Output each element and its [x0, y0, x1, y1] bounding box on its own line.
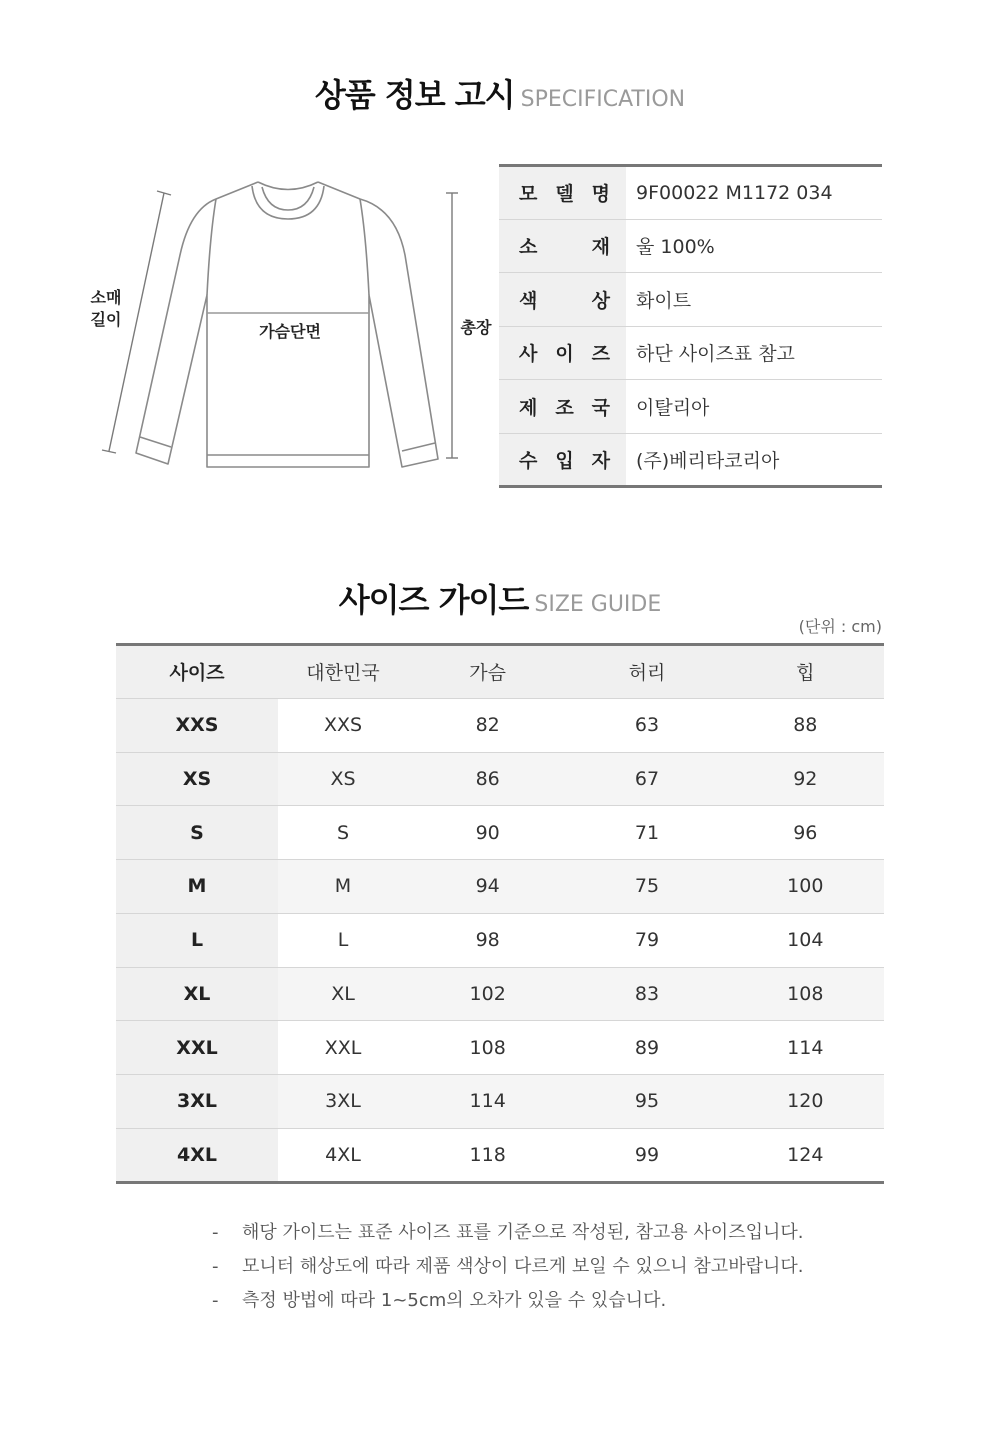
spec-title-en: SPECIFICATION [520, 87, 686, 112]
sleeve-label-line1: 소매 [90, 288, 122, 307]
spec-row [499, 380, 882, 434]
spec-row [499, 433, 882, 487]
size-header-cell: 대한민국 [278, 645, 408, 699]
size-value-cell: XXS [278, 698, 408, 752]
note-text: 모니터 해상도에 따라 제품 색상이 다르게 보일 수 있으니 참고바랍니다. [242, 1256, 804, 1277]
note-text: 해당 가이드는 표준 사이즈 표를 기준으로 작성된, 참고용 사이즈입니다. [242, 1222, 804, 1243]
spec-value: (주)베리타코리아 [636, 449, 780, 472]
spec-label [499, 273, 626, 327]
sleeve-length-label [86, 287, 126, 331]
size-value-cell: 79 [567, 913, 726, 967]
size-header-cell: 사이즈 [116, 645, 278, 699]
size-table [116, 643, 884, 1184]
size-value-cell: 86 [408, 752, 567, 806]
size-label-cell: M [116, 860, 278, 914]
size-value-cell: 67 [567, 752, 726, 806]
size-value-cell: 83 [567, 967, 726, 1021]
spec-row [499, 166, 882, 220]
size-value-cell: 124 [787, 1143, 824, 1166]
note-dash: - [212, 1222, 219, 1243]
size-value-cell: L [278, 913, 408, 967]
size-value-cell: 114 [727, 1021, 884, 1075]
spec-label [499, 326, 626, 380]
note-dash: - [212, 1290, 219, 1311]
size-value-cell: 120 [727, 1075, 884, 1129]
garment-diagram [80, 175, 500, 485]
table-row [116, 1021, 884, 1075]
size-label-cell: XXL [116, 1021, 278, 1075]
size-value-cell: XXL [278, 1021, 408, 1075]
size-value-cell: 95 [567, 1075, 726, 1129]
size-header-cell: 허리 [567, 645, 726, 699]
size-label-cell: XXS [116, 698, 278, 752]
size-value-cell: S [278, 806, 408, 860]
spec-value: 화이트 [626, 273, 882, 327]
spec-label [499, 433, 626, 487]
size-value-cell: 104 [727, 913, 884, 967]
table-row [116, 752, 884, 806]
size-value-cell: 102 [408, 967, 567, 1021]
size-title-en: SIZE GUIDE [534, 592, 662, 617]
size-value-cell: 4XL [325, 1143, 361, 1166]
table-row [116, 806, 884, 860]
chest-width-label: 가슴단면 [259, 322, 321, 341]
size-label-cell: S [116, 806, 278, 860]
sleeve-label-line2: 길이 [90, 310, 122, 329]
size-value-cell: 92 [727, 752, 884, 806]
table-row [116, 860, 884, 914]
size-value-cell: 3XL [278, 1075, 408, 1129]
unit-note: (단위 : cm) [798, 617, 882, 636]
spec-row [499, 273, 882, 327]
table-row [116, 1075, 884, 1129]
size-value-cell: 89 [567, 1021, 726, 1075]
spec-value: 울 100% [626, 219, 882, 273]
spec-label-text: 제 조 국 [519, 396, 610, 419]
note-item [212, 1284, 912, 1318]
note-text: 측정 방법에 따라 1~5cm의 오차가 있을 수 있습니다. [242, 1290, 667, 1311]
spec-label [499, 380, 626, 434]
spec-table [499, 164, 882, 488]
table-row [116, 967, 884, 1021]
spec-value: 이탈리아 [626, 380, 882, 434]
spec-title-ko: 상품 정보 고시 [314, 76, 515, 114]
size-value-cell: 100 [727, 860, 884, 914]
size-label-cell: L [116, 913, 278, 967]
spec-row [499, 219, 882, 273]
size-label-cell: XS [116, 752, 278, 806]
size-value-cell: 94 [408, 860, 567, 914]
spec-value: 9F00022 M1172 034 [626, 166, 882, 220]
size-header-cell: 가슴 [408, 645, 567, 699]
spec-label [499, 166, 626, 220]
table-row [116, 698, 884, 752]
spec-row [499, 326, 882, 380]
size-value-cell: 98 [408, 913, 567, 967]
size-value-cell: 75 [567, 860, 726, 914]
spec-label-text: 사 이 즈 [519, 343, 610, 366]
size-value-cell: 118 [469, 1143, 506, 1166]
size-value-cell: 88 [727, 698, 884, 752]
size-value-cell: 82 [408, 698, 567, 752]
spec-label-text: 소 재 [519, 236, 610, 259]
size-header-cell: 힙 [727, 645, 884, 699]
spec-label-text: 수 입 자 [519, 449, 610, 472]
size-value-cell: 90 [408, 806, 567, 860]
size-title-ko: 사이즈 가이드 [338, 581, 529, 619]
size-label-cell: 4XL [116, 1128, 278, 1182]
size-value-cell: 114 [408, 1075, 567, 1129]
table-row [116, 913, 884, 967]
note-item [212, 1250, 912, 1284]
size-value-cell: 71 [567, 806, 726, 860]
size-table-header [116, 645, 884, 699]
size-label-cell: XL [116, 967, 278, 1021]
note-item [212, 1216, 912, 1250]
size-value-cell: 99 [634, 1143, 660, 1166]
spec-label-text: 색 상 [519, 289, 610, 312]
spec-value: 하단 사이즈표 참고 [626, 326, 882, 380]
note-dash: - [212, 1256, 219, 1277]
size-value-cell: 96 [727, 806, 884, 860]
spec-label-text: 모 델 명 [519, 183, 610, 206]
size-value-cell: 108 [727, 967, 884, 1021]
spec-section-title [0, 70, 1000, 116]
size-label-cell: 3XL [116, 1075, 278, 1129]
size-value-cell: M [278, 860, 408, 914]
spec-label [499, 219, 626, 273]
size-value-cell: XS [278, 752, 408, 806]
total-length-label: 총장 [460, 318, 492, 337]
notes-list [212, 1216, 912, 1318]
size-value-cell: XL [278, 967, 408, 1021]
size-value-cell: 108 [408, 1021, 567, 1075]
table-row [116, 1128, 884, 1182]
size-value-cell: 63 [567, 698, 726, 752]
